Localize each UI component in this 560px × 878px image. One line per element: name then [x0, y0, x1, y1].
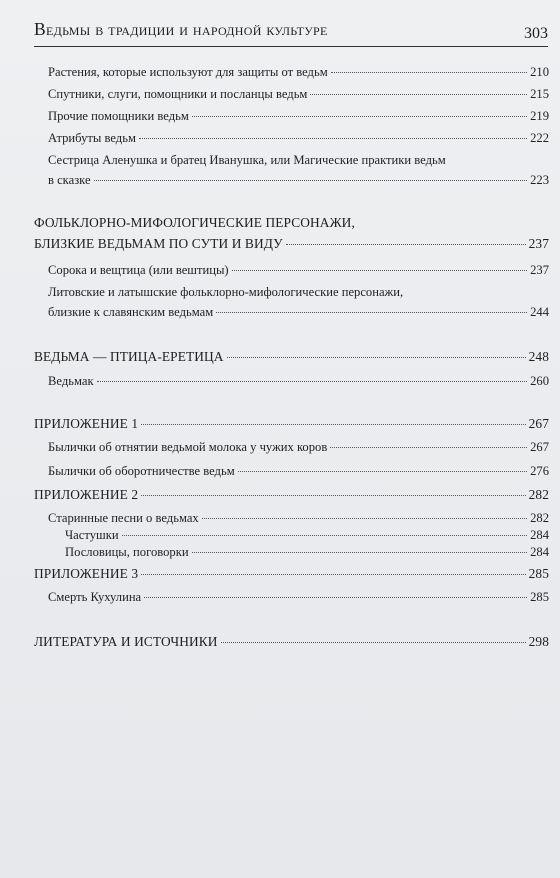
toc-entry-vedmak: Ведьмак 260	[48, 374, 549, 388]
toc-entry-werewolf-stories: Былички об оборотничестве ведьм 276	[48, 464, 549, 478]
leader-dots	[144, 597, 527, 598]
toc-entry-proverbs: Пословицы, поговорки 284	[65, 545, 549, 559]
leader-dots	[227, 357, 526, 358]
leader-dots	[94, 180, 528, 181]
toc-entry-companions: Спутники, слуги, помощники и посланцы ведьм 215	[48, 87, 549, 101]
leader-dots	[141, 424, 525, 425]
leader-dots	[141, 495, 525, 496]
leader-dots	[310, 94, 527, 95]
toc-entry-appendix-2: ПРИЛОЖЕНИЕ 2 282	[34, 487, 549, 502]
toc-entry-appendix-1: ПРИЛОЖЕНИЕ 1 267	[34, 416, 549, 431]
toc-entry-chastushki: Частушки 284	[65, 528, 549, 542]
toc-entry-milk-stories: Былички об отнятии ведьмой молока у чужих коров 267	[48, 440, 549, 454]
toc-entry-other-helpers: Прочие помощники ведьм 219	[48, 109, 549, 123]
toc-entry-bird-heretic: ВЕДЬМА — ПТИЦА-ЕРЕТИЦА 248	[34, 349, 549, 364]
header-page-number: 303	[524, 25, 548, 42]
leader-dots	[202, 518, 527, 519]
toc-entry-soroka: Сорока и вещтица (или вештицы) 237	[48, 263, 549, 277]
header-title: Ведьмы в традиции и народной культуре	[34, 19, 328, 39]
toc-entry-attributes: Атрибуты ведьм 222	[48, 131, 549, 145]
toc-entry-folklore-characters: ФОЛЬКЛОРНО-МИФОЛОГИЧЕСКИЕ ПЕРСОНАЖИ, БЛИЗКИЕ ВЕДЬМАМ ПО СУТИ И ВИДУ 237	[34, 215, 549, 251]
leader-dots	[97, 381, 528, 382]
toc-entry-alenushka: Сестрица Аленушка и братец Иванушка, или Магические практики ведьм в сказке 223	[48, 153, 549, 187]
leader-dots	[331, 72, 527, 73]
leader-dots	[139, 138, 527, 139]
leader-dots	[192, 116, 527, 117]
leader-dots	[232, 270, 527, 271]
leader-dots	[286, 244, 526, 245]
toc-entry-appendix-3: ПРИЛОЖЕНИЕ 3 285	[34, 566, 549, 581]
leader-dots	[238, 471, 527, 472]
toc-entry-literature: ЛИТЕРАТУРА И ИСТОЧНИКИ 298	[34, 634, 549, 649]
toc-entry-cuchulainn: Смерть Кухулина 285	[48, 590, 549, 604]
leader-dots	[141, 574, 525, 575]
toc-entry-plants-protection: Растения, которые используют для защиты от ведьм 210	[48, 65, 549, 79]
leader-dots	[216, 312, 527, 313]
leader-dots	[221, 642, 526, 643]
leader-dots	[192, 552, 528, 553]
toc-entry-old-songs: Старинные песни о ведьмах 282	[48, 511, 549, 525]
toc-entry-lithuanian: Литовские и латышские фольклорно-мифологические персонажи, близкие к славянским ведьмам 244	[48, 285, 549, 319]
leader-dots	[122, 535, 528, 536]
leader-dots	[330, 447, 527, 448]
